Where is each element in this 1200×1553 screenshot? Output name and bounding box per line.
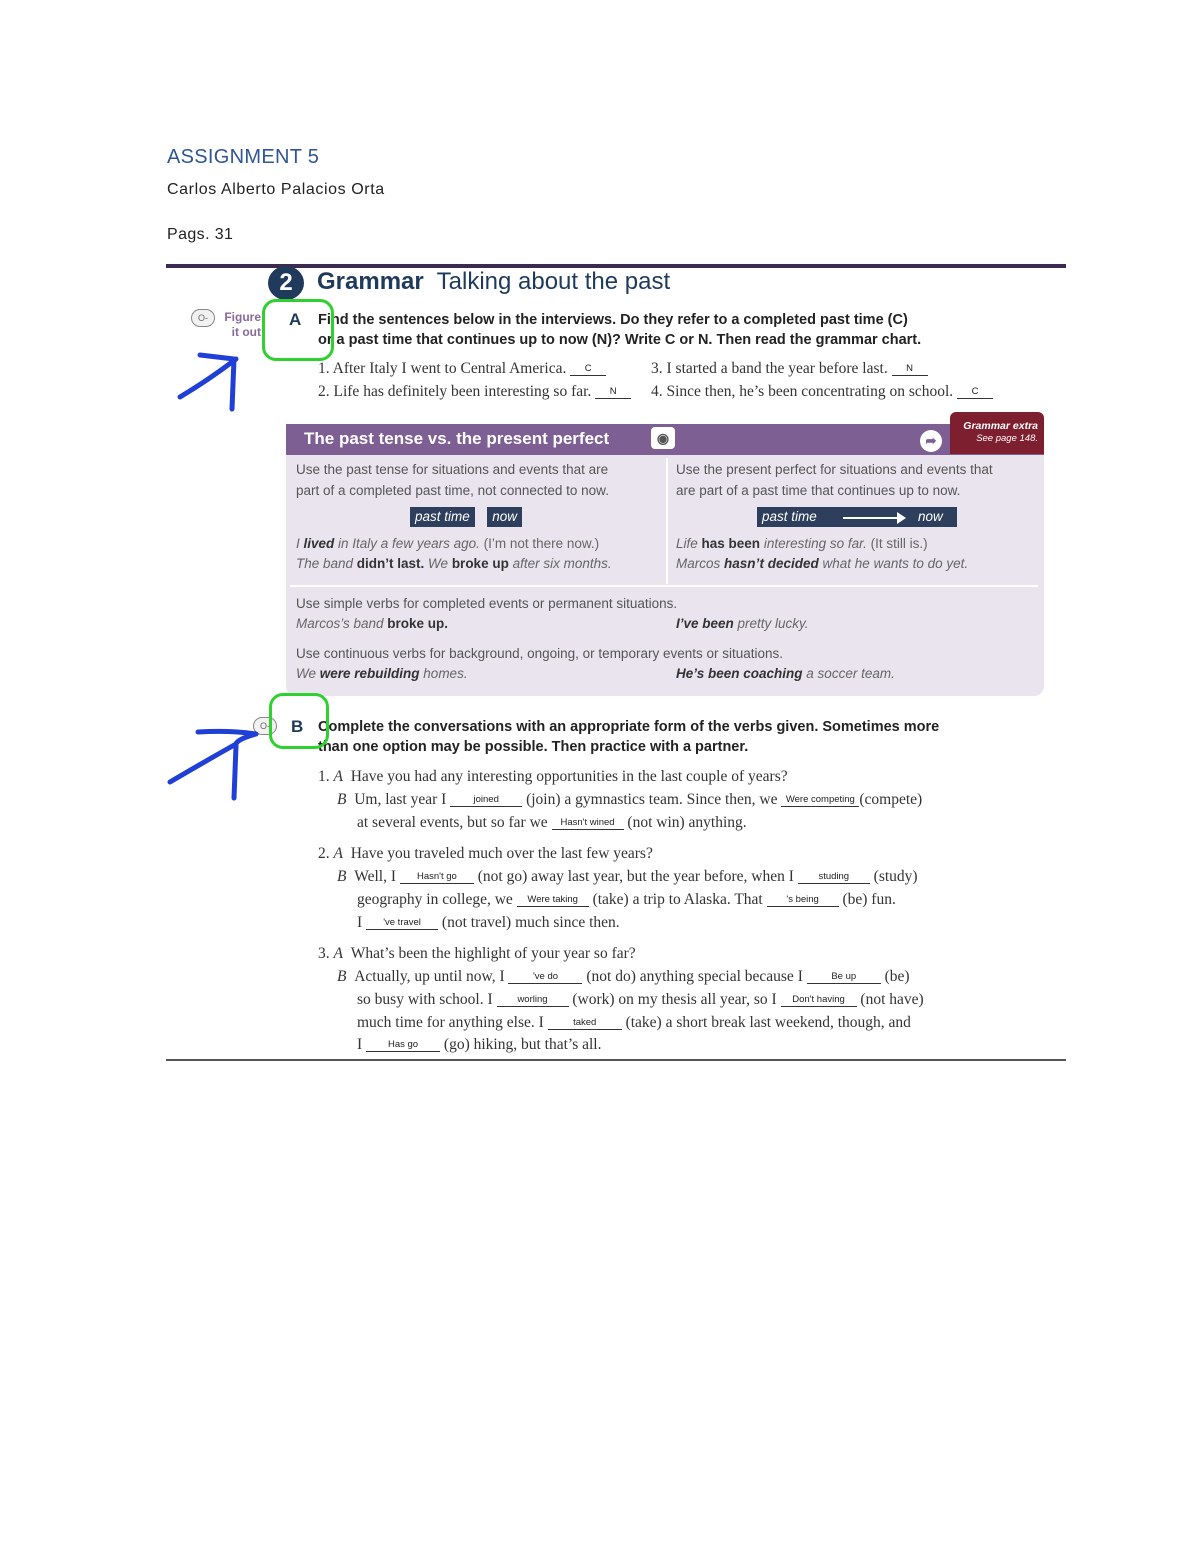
exercise-b-letter: B <box>291 717 304 736</box>
green-circle-annotation-b <box>269 693 329 749</box>
answer-blank: joined <box>450 794 522 807</box>
answer-blank: 've travel <box>366 917 438 930</box>
conversation-3-b-line-4: I Has go (go) hiking, but that’s all. <box>357 1036 602 1053</box>
conversation-1-a: 1. A Have you had any interesting opportunities in the last couple of years? <box>318 768 788 785</box>
answer-blank: Hasn't wined <box>552 817 624 830</box>
past-tense-example-2: The band didn’t last. We broke up after six months. <box>296 556 612 571</box>
blue-arrow-annotation-b <box>164 722 274 804</box>
answer-blank: Were taking <box>517 894 589 907</box>
answer-blank: Were competing <box>781 794 859 807</box>
exercise-a-instruction-2: or a past time that continues up to now (N)? Write C or N. Then read the grammar chart. <box>318 332 922 348</box>
grammar-chart-title: The past tense vs. the present perfect <box>304 429 610 448</box>
camera-icon[interactable]: ◉ <box>651 427 675 449</box>
past-tense-example-1: I lived in Italy a few years ago. (I’m not there now.) <box>296 536 600 551</box>
arrow-right-icon <box>897 512 906 524</box>
timeline-arrow-line <box>843 517 899 519</box>
past-tense-timeline <box>410 507 522 527</box>
figure-it-out-label <box>217 310 261 340</box>
conversation-1-b-line-2: at several events, but so far we Hasn't wined (not win) anything. <box>357 814 747 831</box>
grammar-extra-title: Grammar extra <box>963 420 1038 432</box>
conversation-2-a: 2. A Have you traveled much over the last few years? <box>318 845 653 862</box>
blue-arrow-annotation-a <box>170 345 270 420</box>
answer-blank: taked <box>548 1017 622 1030</box>
exercise-a-item-4: 4. Since then, he’s been concentrating on school. C <box>651 380 993 403</box>
bottom-rule <box>166 1059 1066 1061</box>
simple-verbs-example-1: Marcos’s band broke up. <box>296 616 449 631</box>
section-title <box>317 268 670 296</box>
grammar-extra-tab[interactable] <box>950 412 1044 454</box>
arrow-shaft <box>170 744 236 782</box>
section-number: 2 <box>268 266 304 300</box>
grammar-extra-page: See page 148. <box>976 433 1038 444</box>
figure-label-line2: it out <box>231 325 261 339</box>
conversation-3-a: 3. A What’s been the highlight of your year so far? <box>318 945 636 962</box>
past-tense-description: Use the past tense for situations and events that are part of a completed past time, not connected to now. <box>296 462 609 498</box>
share-arrow-icon[interactable]: ➦ <box>920 430 942 452</box>
continuous-verbs-example-1: We were rebuilding homes. <box>296 666 468 681</box>
now-tag: now <box>487 507 522 527</box>
answer-blank: Don't having <box>781 994 857 1007</box>
exercise-a-instruction-1: Find the sentences below in the interviews. Do they refer to a completed past time (C) <box>318 312 908 328</box>
answer-blank: C <box>570 363 606 376</box>
conversation-1-b-line-1: B Um, last year I joined (join) a gymnastics team. Since then, we Were competing (compete) <box>337 791 923 808</box>
pages-reference: Pags. 31 <box>167 226 234 243</box>
answer-blank: C <box>957 386 993 399</box>
section-title-rest: Talking about the past <box>436 268 671 295</box>
past-time-tag: past time <box>410 507 475 527</box>
simple-verbs-example-2: I’ve been pretty lucky. <box>676 616 809 631</box>
chart-column-divider <box>666 458 668 584</box>
conversation-3-b-line-1: B Actually, up until now, I 've do (not do) anything special because I Be up (be) <box>337 968 910 985</box>
answer-blank: 've do <box>508 971 582 984</box>
exercise-a-item-2: 2. Life has definitely been interesting so far. N <box>318 380 631 403</box>
answer-blank: Hasn't go <box>400 871 474 884</box>
conversation-2-b-line-1: B Well, I Hasn't go (not go) away last year, but the year before, when I studing (study) <box>337 868 918 885</box>
answer-blank: Be up <box>807 971 881 984</box>
section-title-bold: Grammar <box>317 268 424 295</box>
conversation-3-b-line-3: much time for anything else. I taked (take) a short break last weekend, though, and <box>357 1014 911 1031</box>
present-perfect-timeline <box>757 507 957 527</box>
past-time-tag: past time <box>762 509 817 524</box>
present-perfect-example-1: Life has been interesting so far. (It still is.) <box>676 536 928 551</box>
conversation-2-b-line-3: I 've travel (not travel) much since then. <box>357 914 620 931</box>
present-perfect-description: Use the present perfect for situations and events that are part of a past time that continues up to now. <box>676 462 993 498</box>
chart-row-divider <box>290 585 1038 587</box>
arrow-shaft <box>180 359 236 397</box>
answer-blank: N <box>892 363 928 376</box>
continuous-verbs-description: Use continuous verbs for background, ongoing, or temporary events or situations. <box>296 646 784 661</box>
answer-blank: studing <box>798 871 870 884</box>
green-circle-annotation-a <box>262 299 334 361</box>
now-tag: now <box>918 509 943 524</box>
exercise-b-instruction-1: Complete the conversations with an appropriate form of the verbs given. Sometimes more <box>318 719 940 735</box>
key-icon: O‑ <box>191 309 215 327</box>
arrow-head <box>198 731 256 798</box>
continuous-verbs-example-2: He’s been coaching a soccer team. <box>676 666 895 681</box>
answer-blank: 's being <box>767 894 839 907</box>
conversation-3-b-line-2: so busy with school. I worling (work) on my thesis all year, so I Don't having (not have) <box>357 991 924 1008</box>
figure-label-line1: Figure <box>224 310 261 324</box>
conversation-2-b-line-2: geography in college, we Were taking (take) a trip to Alaska. That 's being (be) fun. <box>357 891 896 908</box>
exercise-a-item-1: 1. After Italy I went to Central America. C <box>318 357 606 380</box>
key-icon: O‑ <box>253 717 277 735</box>
exercise-a-item-3: 3. I started a band the year before last. N <box>651 357 928 380</box>
assignment-title: ASSIGNMENT 5 <box>167 146 320 168</box>
present-perfect-example-2: Marcos hasn’t decided what he wants to do yet. <box>676 556 969 571</box>
exercise-b-instruction-2: than one option may be possible. Then practice with a partner. <box>318 739 749 755</box>
exercise-a-letter: A <box>289 310 302 329</box>
author-name: Carlos Alberto Palacios Orta <box>167 181 385 198</box>
answer-blank: Has go <box>366 1039 440 1052</box>
answer-blank: worling <box>497 994 569 1007</box>
simple-verbs-description: Use simple verbs for completed events or permanent situations. <box>296 596 678 611</box>
answer-blank: N <box>595 386 631 399</box>
